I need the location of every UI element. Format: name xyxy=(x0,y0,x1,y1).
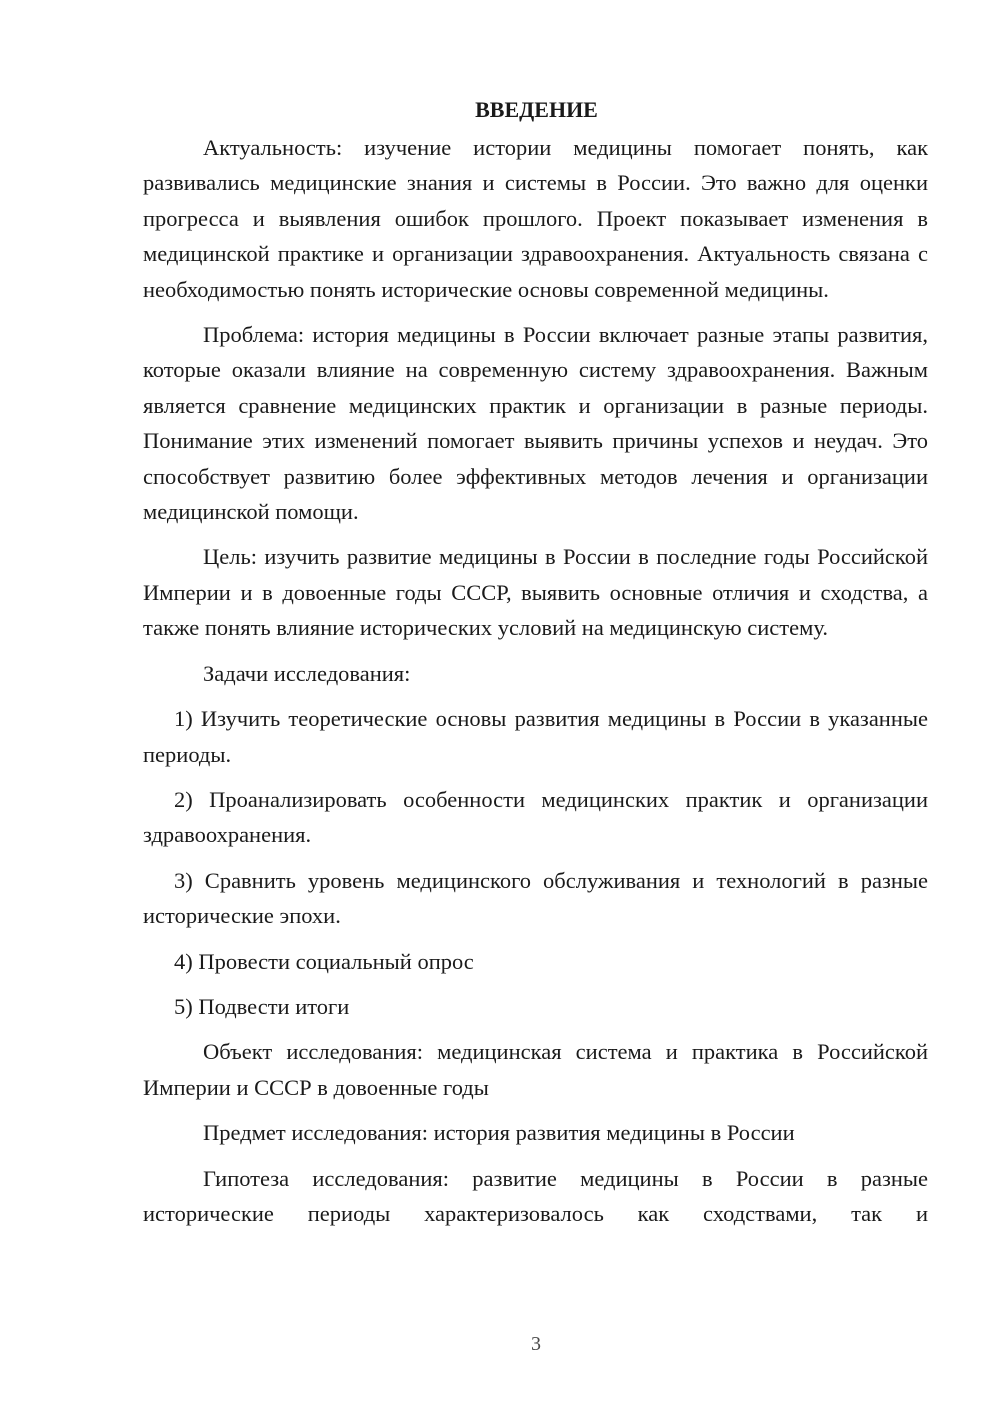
paragraph-relevance: Актуальность: изучение истории медицины помогает понять, как развивались медицинские знания и системы в России. Это важно для оценки прогресса и выявления ошибок прошлого. Проект показывает изменения в медицинской практике и организации здравоохранения. Актуальность связана с необходимостью понять исторические основы современной медицины. xyxy=(143,135,928,302)
page-number: 3 xyxy=(531,1333,541,1355)
paragraph-hypothesis: Гипотеза исследования: развитие медицины в России в разные исторические периоды характеризовалось как сходствами, так и xyxy=(143,1165,928,1226)
task-item-4: 4) Провести социальный опрос xyxy=(174,948,474,974)
task-item-5: 5) Подвести итоги xyxy=(174,993,350,1019)
task-item-1: 1) Изучить теоретические основы развития медицины в России в указанные периоды. xyxy=(143,706,928,767)
paragraph-problem: Проблема: история медицины в России включает разные этапы развития, которые оказали влияние на современную систему здравоохранения. Важным является сравнение медицинских практик и организации в разные периоды. Понимание этих изменений помогает выявить причины успехов и неудач. Это способствует развитию более эффективных методов лечения и организации медицинской помощи. xyxy=(143,322,928,525)
paragraph-goal: Цель: изучить развитие медицины в России в последние годы Российской Империи и в довоенные годы СССР, выявить основные отличия и сходства, а также понять влияние исторических условий на медицинскую систему. xyxy=(143,544,928,641)
task-item-2: 2) Проанализировать особенности медицинских практик и организации здравоохранения. xyxy=(143,786,928,848)
paragraph-tasks-heading: Задачи исследования: xyxy=(203,660,411,686)
paragraph-object: Объект исследования: медицинская система и практика в Российской Империи и СССР в довоенные годы xyxy=(143,1039,928,1100)
task-item-3: 3) Сравнить уровень медицинского обслуживания и технологий в разные исторические эпохи. xyxy=(143,867,928,929)
paragraph-subject: Предмет исследования: история развития медицины в России xyxy=(203,1120,795,1146)
document-page xyxy=(143,92,928,1241)
section-title: ВВЕДЕНИЕ xyxy=(475,97,598,122)
